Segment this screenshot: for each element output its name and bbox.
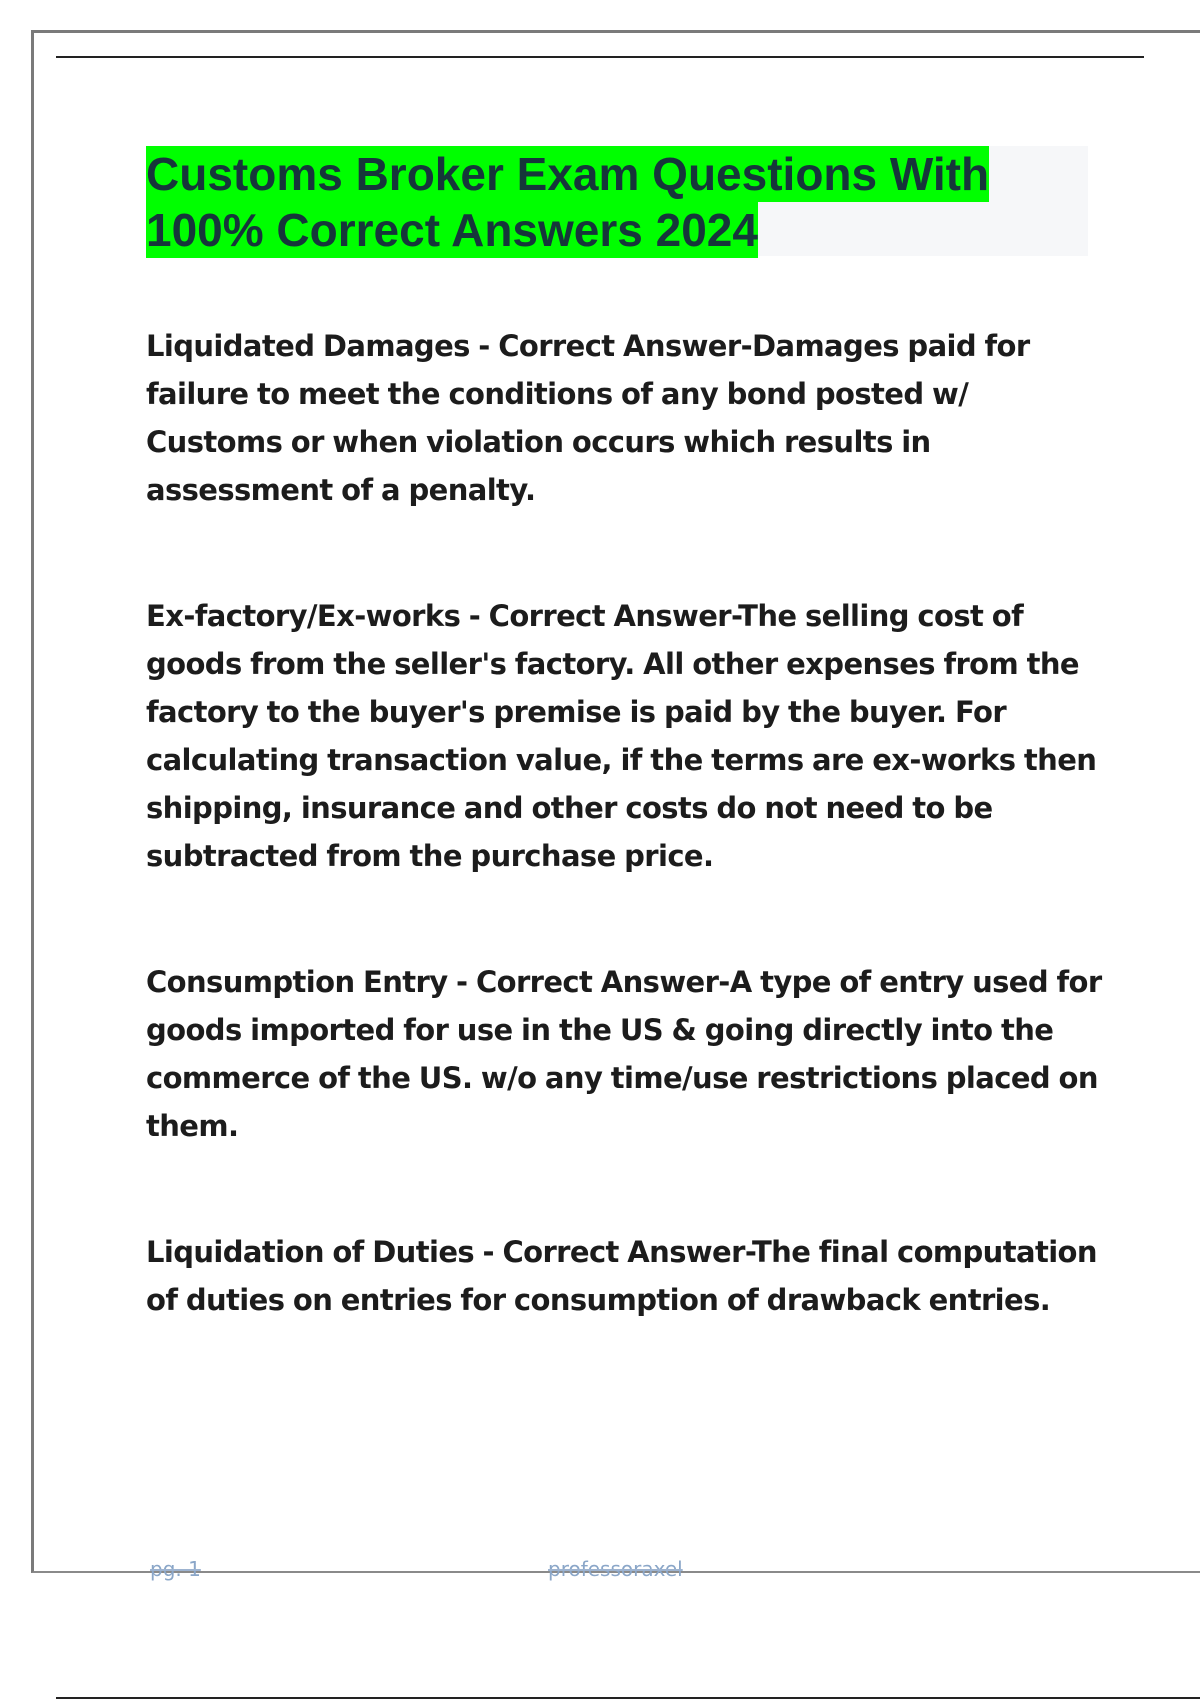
- document-title: [146, 146, 1088, 256]
- qa-entry-consumption-entry: Consumption Entry - Correct Answer-A type of entry used for goods imported for use in the US & going directly into the commerce of the US. w/o any time/use restrictions placed on them.: [146, 965, 1102, 1143]
- qa-entry-liquidation-of-duties: Liquidation of Duties - Correct Answer-The final computation of duties on entries for consumption of drawback entries.: [146, 1235, 1097, 1317]
- header-rule: [56, 56, 1144, 58]
- qa-entry-ex-factory: Ex-factory/Ex-works - Correct Answer-The selling cost of goods from the seller's factory. All other expenses from the factory to the buyer's premise is paid by the buyer. For calculating transaction value, if the terms are ex-works then shipping, insurance and other costs do not need to be subtracted from the purchase price.: [146, 599, 1097, 873]
- footer-page-number: pg. 1: [150, 1557, 201, 1581]
- title-line-2: 100% Correct Answers 2024: [146, 204, 758, 256]
- footer-author: professoraxel: [548, 1557, 683, 1581]
- qa-entry-liquidated-damages: Liquidated Damages - Correct Answer-Damages paid for failure to meet the conditions of any bond posted w/ Customs or when violation occurs which results in assessment of a penalty.: [146, 329, 1030, 507]
- title-line-1: Customs Broker Exam Questions With: [146, 148, 990, 200]
- qa-entries: [146, 322, 1106, 1324]
- bottom-rule: [56, 1697, 1200, 1699]
